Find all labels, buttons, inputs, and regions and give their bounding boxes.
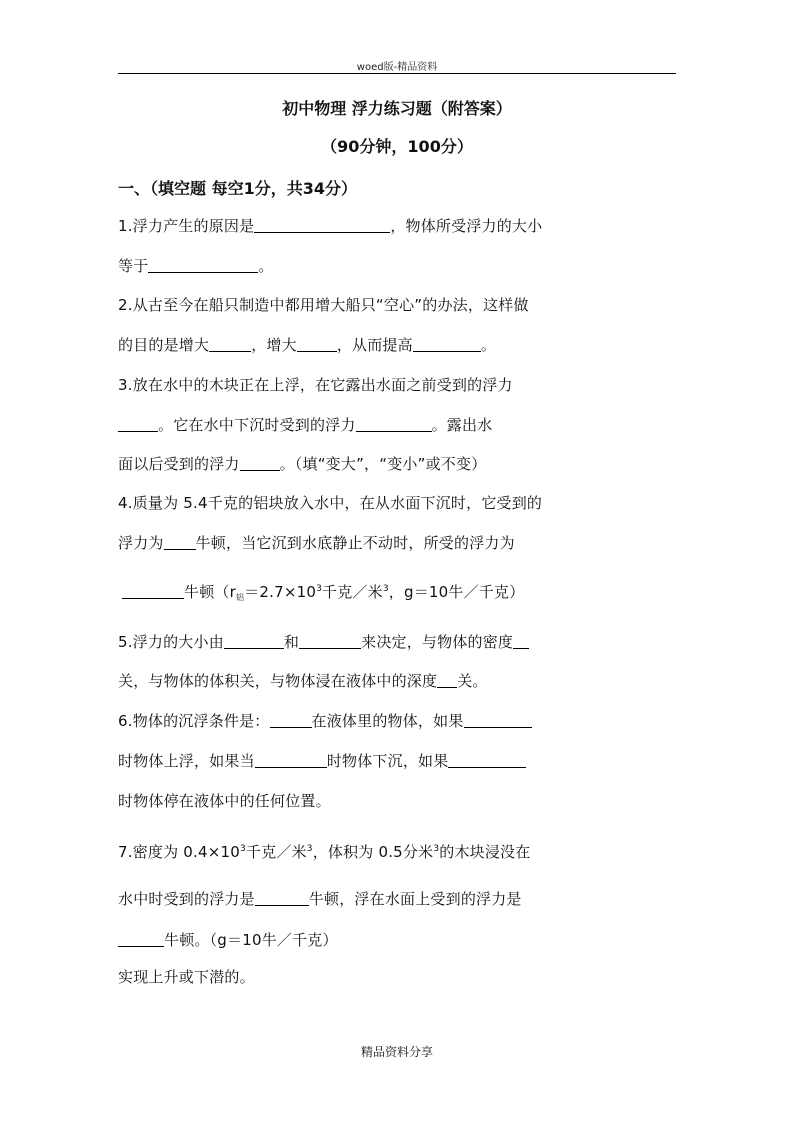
answer-blank[interactable] [164, 535, 196, 550]
question-4-line-1: 4.质量为 5.4千克的铝块放入水中，在从水面下沉时，它受到的 [118, 494, 543, 512]
question-1-line-2: 等于 。 [118, 257, 274, 275]
answer-blank[interactable] [118, 417, 158, 432]
trailing-text: 实现上升或下潜的。 [118, 968, 255, 986]
answer-blank[interactable] [209, 337, 251, 352]
page-subtitle: （90分钟，100分） [321, 137, 473, 156]
header-rule [118, 73, 676, 74]
answer-blank[interactable] [413, 337, 481, 352]
question-3-line-3: 面以后受到的浮力 。（填“变大”，“变小”或不变） [118, 455, 487, 473]
answer-blank[interactable] [240, 456, 280, 471]
question-6-line-2: 时物体上浮，如果当 时物体下沉，如果 [118, 750, 526, 771]
answer-blank[interactable] [513, 634, 529, 649]
answer-blank[interactable] [448, 753, 526, 768]
answer-blank[interactable] [148, 258, 258, 273]
page-header: woed版-精品资料 [356, 62, 438, 73]
page-footer: 精品资料分享 [360, 1045, 433, 1059]
question-3-line-1: 3.放在水中的木块正在上浮，在它露出水面之前受到的浮力 [118, 376, 513, 394]
answer-blank[interactable] [254, 218, 390, 233]
question-7-line-2: 水中时受到的浮力是 牛顿，浮在水面上受到的浮力是 [118, 890, 522, 908]
answer-blank[interactable] [299, 634, 361, 649]
answer-blank[interactable] [224, 634, 284, 649]
section-heading: 一、（填空题 每空1分，共34分） [118, 179, 357, 198]
question-5-line-1: 5.浮力的大小由 和 来决定，与物体的密度 [118, 631, 529, 652]
answer-blank[interactable] [464, 713, 532, 728]
answer-blank[interactable] [118, 932, 164, 947]
question-7-line-1: 7.密度为 $0.4\times 10^3$千克／米$^3$，体积为 0.5分米$^3$的木块浸没在 [118, 843, 531, 861]
question-4-line-3: 牛顿（$r_铝=2.7\times 10^3$千克／米$^3$，g＝10牛／千克） [122, 581, 524, 603]
question-2-line-1: 2.从古至今在船只制造中都用增大船只“空心”的办法，这样做 [118, 296, 529, 314]
question-6-line-3: 时物体停在液体中的任何位置。 [118, 792, 331, 810]
question-2-line-2: 的目的是增大 ，增大 ，从而提高 。 [118, 336, 497, 354]
answer-blank[interactable] [122, 584, 184, 599]
question-4-line-2: 浮力为 牛顿，当它沉到水底静止不动时，所受的浮力为 [118, 534, 515, 552]
question-1-line-1: 1.浮力产生的原因是 ，物体所受浮力的大小 [118, 217, 543, 235]
answer-blank[interactable] [270, 713, 312, 728]
question-7-line-3: 牛顿。（g＝10牛／千克） [118, 929, 338, 950]
answer-blank[interactable] [356, 417, 432, 432]
answer-blank[interactable] [255, 753, 327, 768]
answer-blank[interactable] [297, 337, 337, 352]
question-3-line-2: 。它在水中下沉时受到的浮力 。露出水 [118, 414, 492, 435]
answer-blank[interactable] [255, 891, 309, 906]
answer-blank[interactable] [437, 673, 457, 688]
page-title: 初中物理 浮力练习题（附答案） [282, 99, 512, 118]
question-5-line-2: 关，与物体的体积关，与物体浸在液体中的深度 关。 [118, 672, 488, 690]
question-6-line-1: 6.物体的沉浮条件是： 在液体里的物体，如果 [118, 710, 532, 731]
